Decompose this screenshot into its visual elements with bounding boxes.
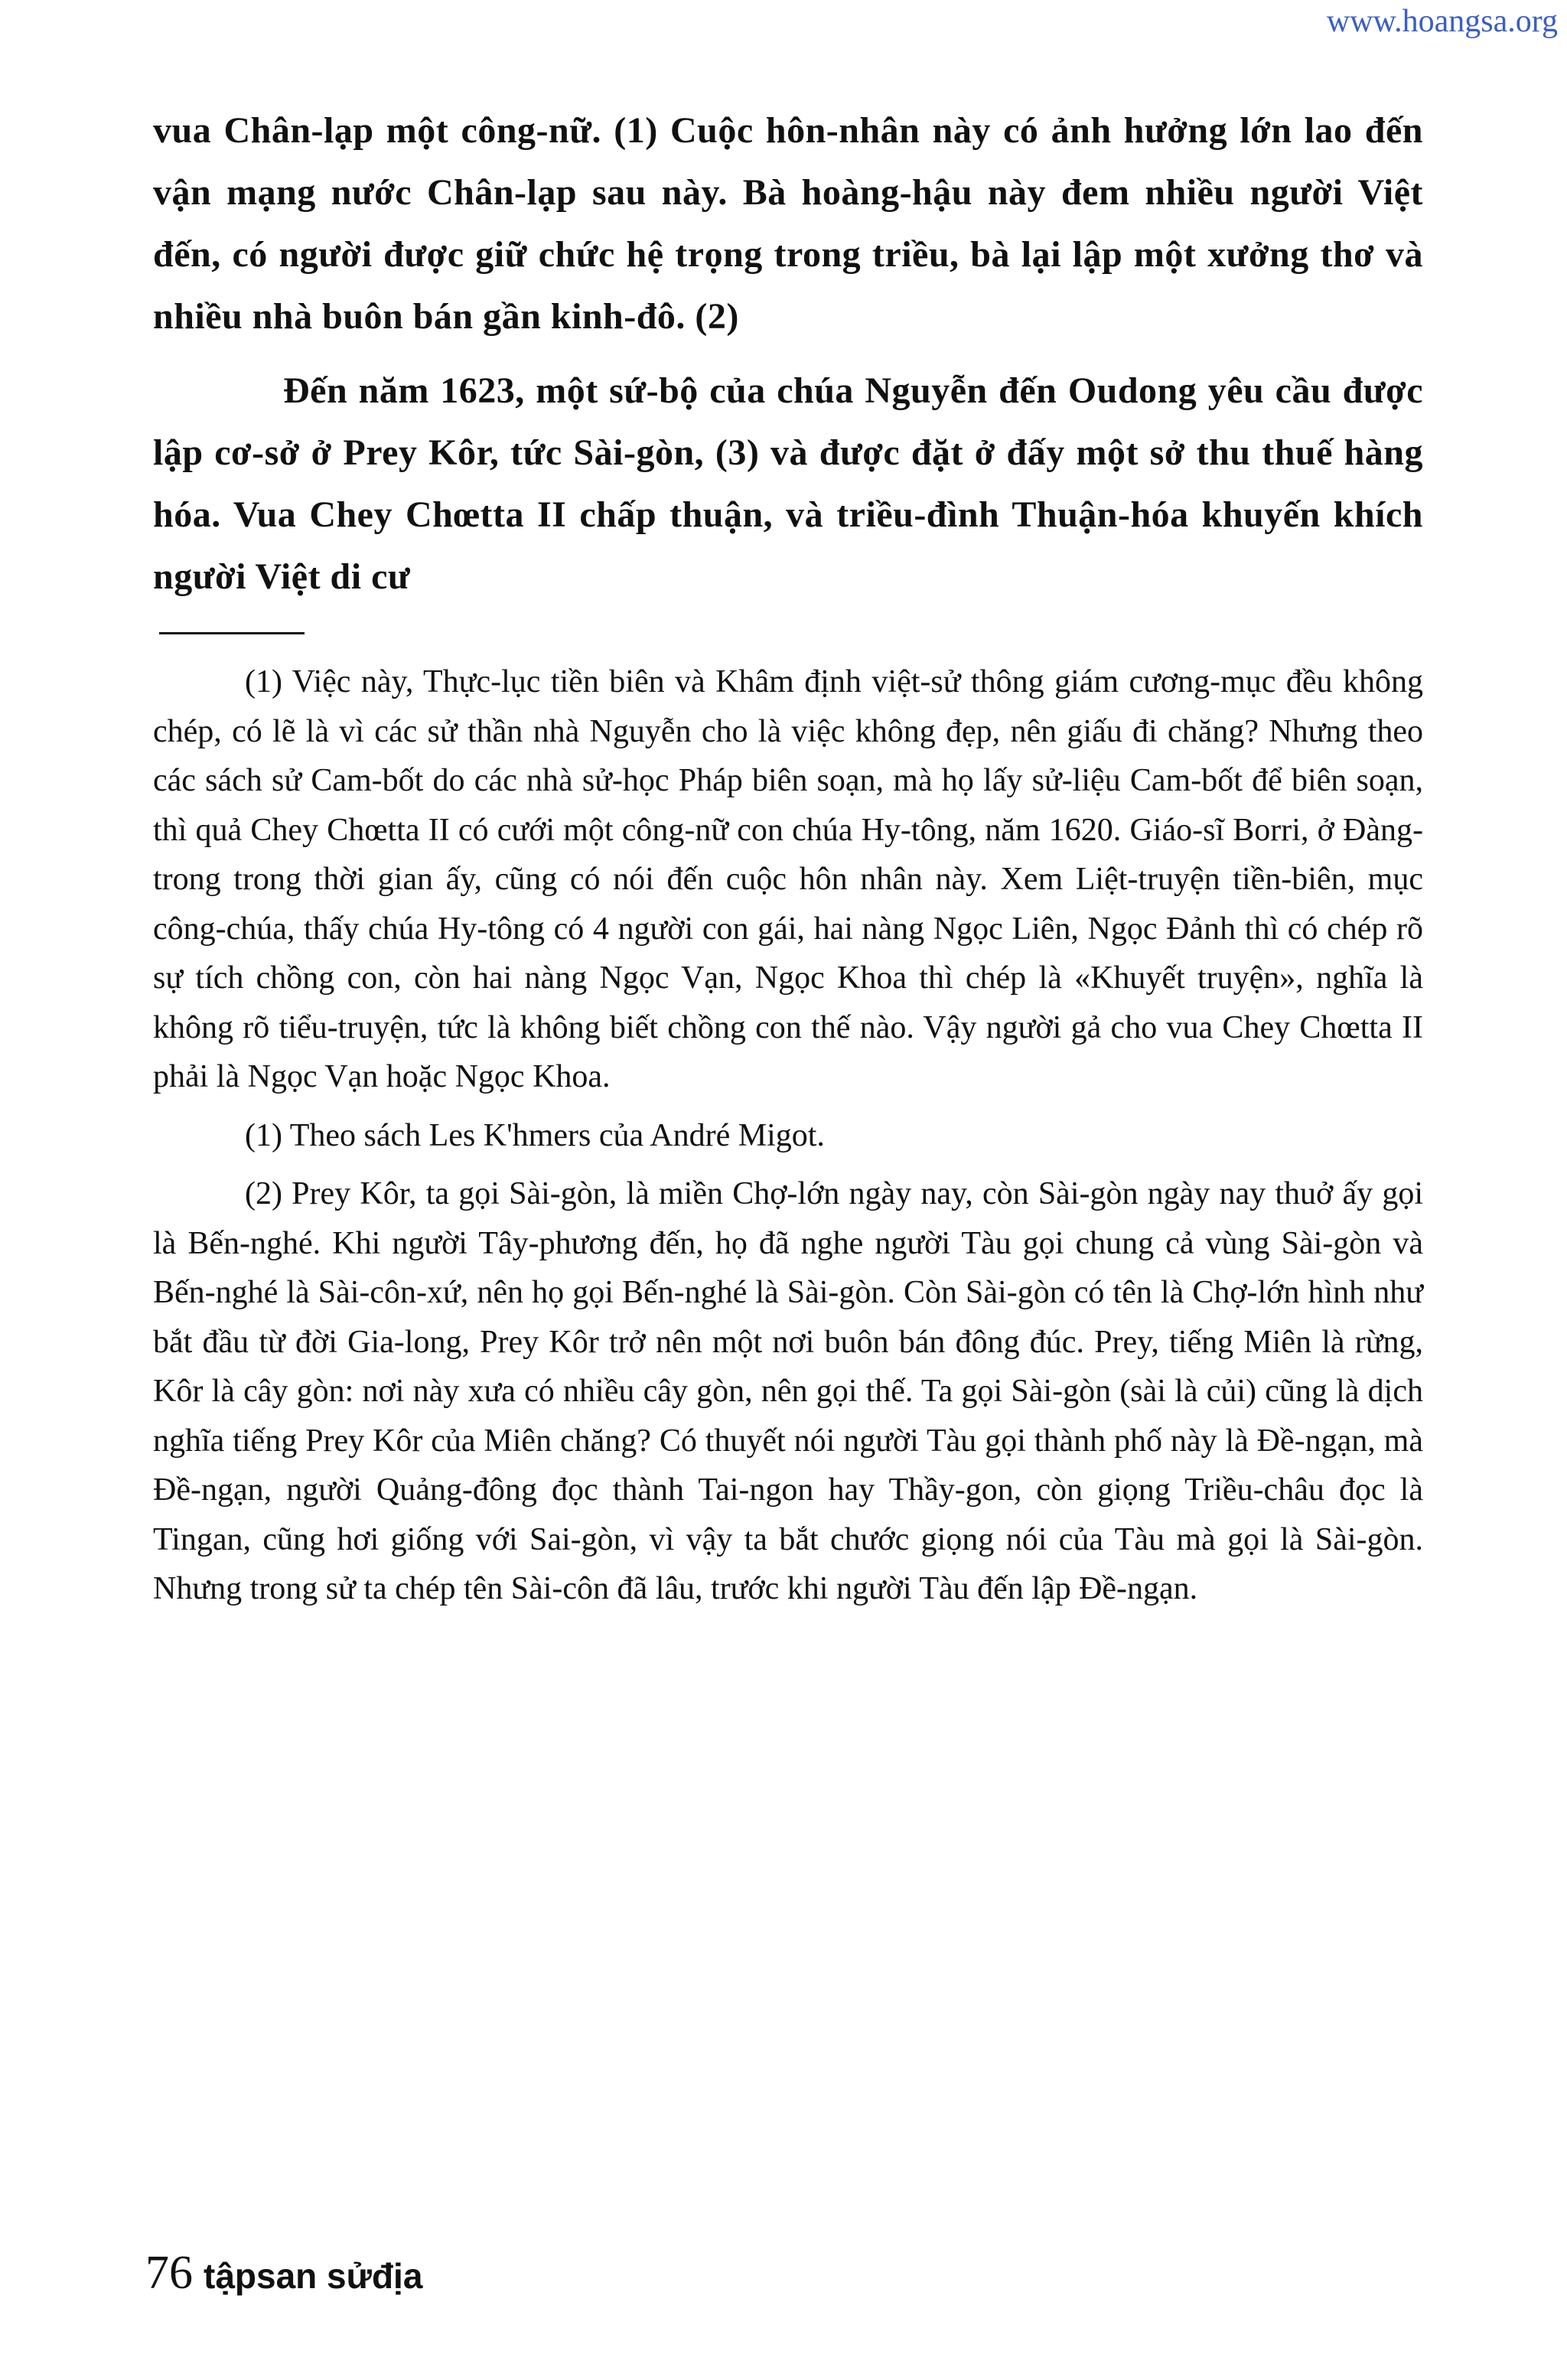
footnote: (1) Theo sách Les K'hmers của André Migot.: [245, 1117, 825, 1153]
footnotes: [153, 657, 1423, 1614]
page-content: [153, 99, 1423, 1614]
footnote: (2) Prey Kôr, ta gọi Sài-gòn, là miền Chợ-lớn ngày nay, còn Sài-gòn ngày nay thuở ấy gọi là Bến-nghé. Khi người Tây-phương đến, họ đã nghe người Tàu gọi chung cả vùng Sài-gòn và Bến-nghé là Sài-côn-xứ, nên họ gọi Bến-nghé là Sài-gòn. Còn Sài-gòn có tên là Chợ-lớn hình như bắt đầu từ đời Gia-long, Prey Kôr trở nên một nơi buôn bán đông đúc. Prey, tiếng Miên là rừng, Kôr là cây gòn: nơi này xưa có nhiều cây gòn, nên gọi thế. Ta gọi Sài-gòn (sài là củi) cũng là dịch nghĩa tiếng Prey Kôr của Miên chăng? Có thuyết nói người Tàu gọi thành phố này là Đề-ngạn, mà Đề-ngạn, người Quảng-đông đọc thành Tai-ngon hay Thầy-gon, còn giọng Triều-châu đọc là Tingan, cũng hơi giống với Sai-gòn, vì vậy ta bắt chước giọng nói của Tàu mà gọi là Sài-gòn. Nhưng trong sử ta chép tên Sài-côn đã lâu, trước khi người Tàu đến lập Đề-ngạn.: [153, 1176, 1423, 1606]
page-number: 76: [145, 2247, 193, 2299]
main-text: [153, 99, 1423, 608]
publication-name: tậpsan sửđịa: [204, 2256, 423, 2296]
body-paragraph: vua Chân-lạp một công-nữ. (1) Cuộc hôn-nhân này có ảnh hưởng lớn lao đến vận mạng nước Chân-lạp sau này. Bà hoàng-hậu này đem nhiều người Việt đến, có người được giữ chức hệ trọng trong triều, bà lại lập một xưởng thơ và nhiều nhà buôn bán gần kinh-đô. (2): [153, 110, 1423, 337]
body-paragraph: Đến năm 1623, một sứ-bộ của chúa Nguyễn đến Oudong yêu cầu được lập cơ-sở ở Prey Kôr, tức Sài-gòn, (3) và được đặt ở đấy một sở thu thuế hàng hóa. Vua Chey Chœtta II chấp thuận, và triều-đình Thuận-hóa khuyến khích người Việt di cư: [153, 370, 1423, 597]
footnote: (1) Việc này, Thực-lục tiền biên và Khâm định việt-sử thông giám cương-mục đều không chép, có lẽ là vì các sử thần nhà Nguyễn cho là việc không đẹp, nên giấu đi chăng? Nhưng theo các sách sử Cam-bốt do các nhà sử-học Pháp biên soạn, mà họ lấy sử-liệu Cam-bốt để biên soạn, thì quả Chey Chœtta II có cưới một công-nữ con chúa Hy-tông, năm 1620. Giáo-sĩ Borri, ở Đàng-trong trong thời gian ấy, cũng có nói đến cuộc hôn nhân này. Xem Liệt-truyện tiền-biên, mục công-chúa, thấy chúa Hy-tông có 4 người con gái, hai nàng Ngọc Liên, Ngọc Đảnh thì có chép rõ sự tích chồng con, còn hai nàng Ngọc Vạn, Ngọc Khoa thì chép là «Khuyết truyện», nghĩa là không rõ tiểu-truyện, tức là không biết chồng con thế nào. Vậy người gả cho vua Chey Chœtta II phải là Ngọc Vạn hoặc Ngọc Khoa.: [153, 664, 1423, 1094]
footnote-divider: [159, 632, 305, 634]
page-footer: [145, 2246, 422, 2300]
watermark: www.hoangsa.org: [1326, 4, 1558, 39]
